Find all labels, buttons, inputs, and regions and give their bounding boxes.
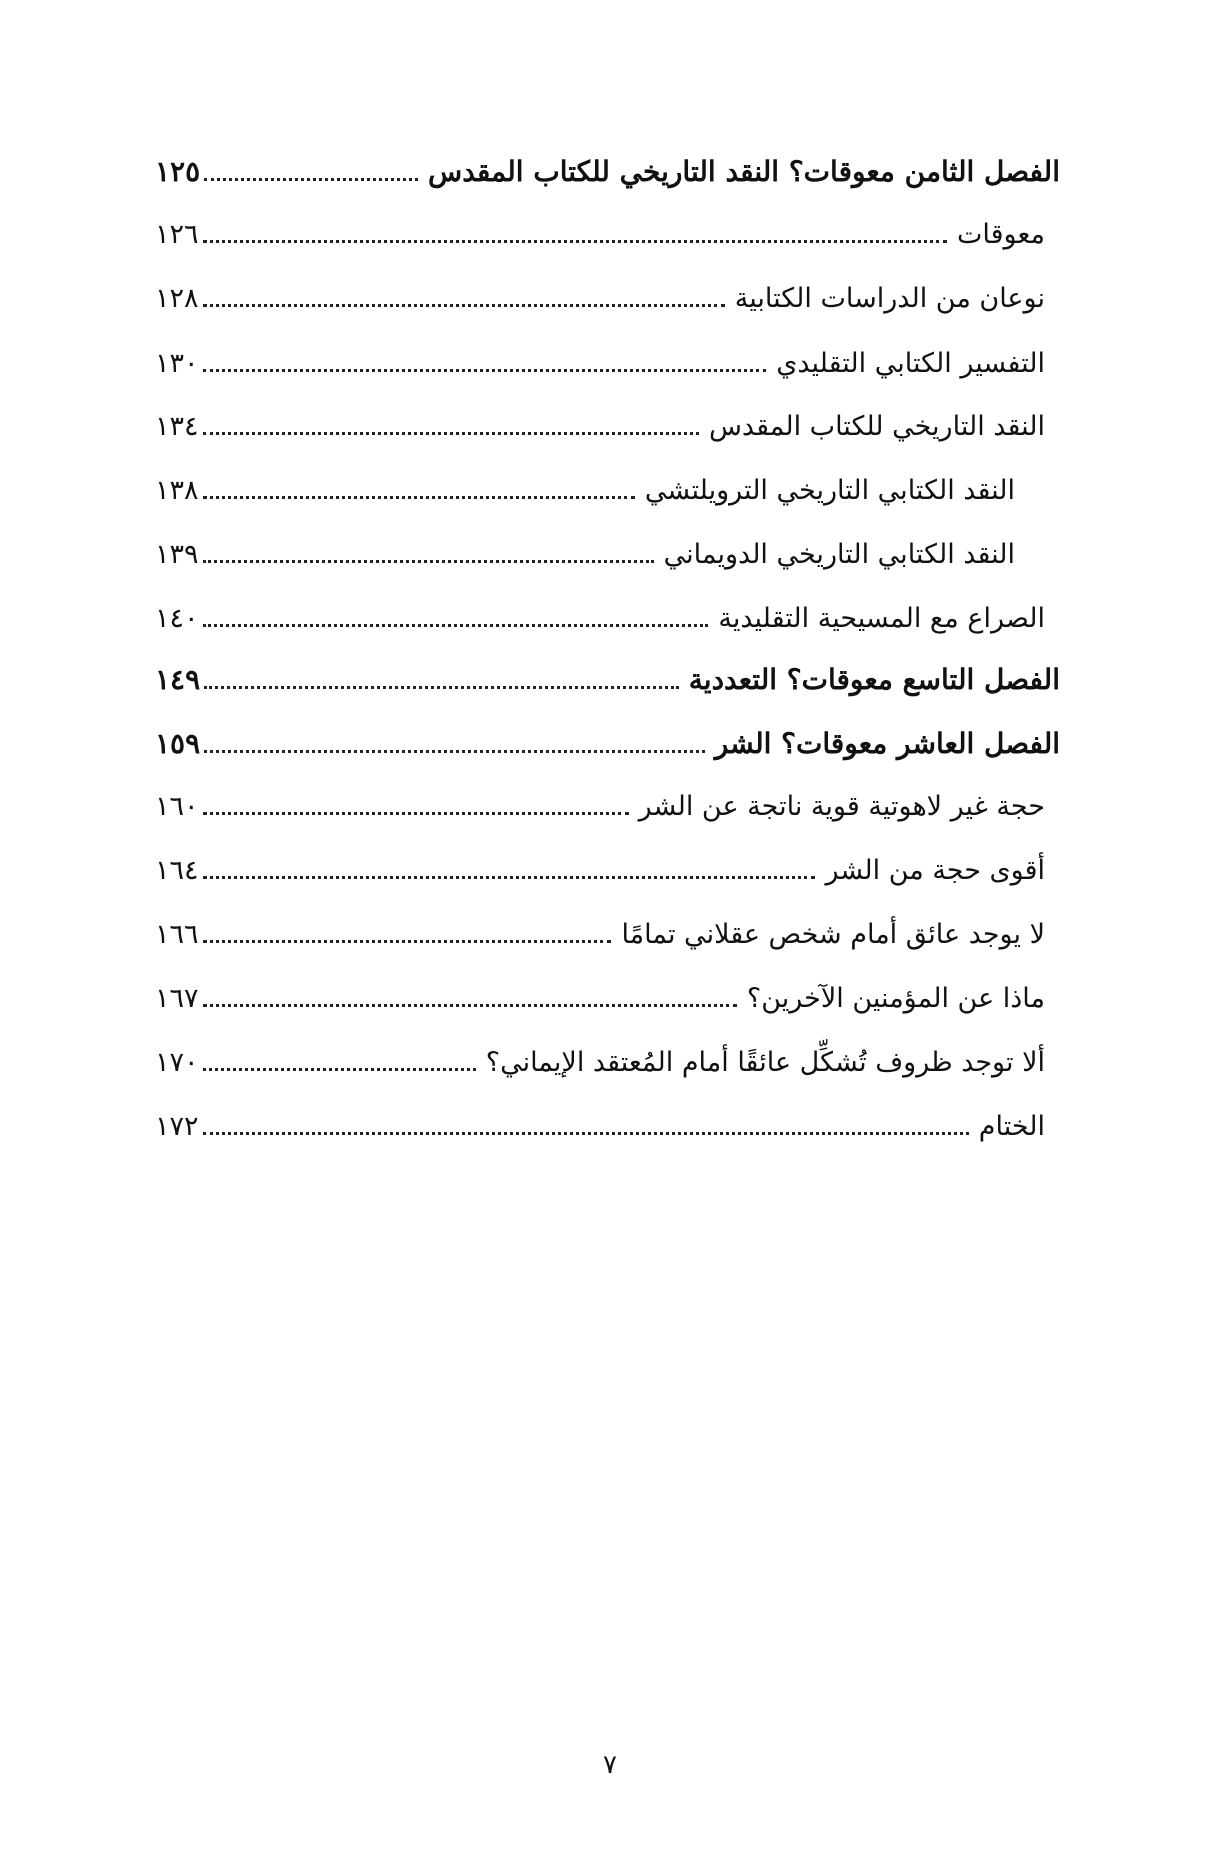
toc-entry-page: ١٢٨ <box>155 282 199 314</box>
toc-entry <box>155 895 1060 951</box>
toc-entry-title: الفصل العاشر معوقات؟ الشر <box>714 727 1060 761</box>
leader-dots <box>203 940 612 943</box>
toc-entry-chapter-9 <box>155 641 1060 697</box>
toc-entry-page: ١٤٩ <box>155 663 201 697</box>
toc-entry-page: ١٣٠ <box>155 347 199 379</box>
toc-entry-page: ١٣٩ <box>155 538 199 570</box>
toc-entry-page: ١٥٩ <box>155 727 201 761</box>
toc-entry-page: ١٤٠ <box>155 602 199 634</box>
toc-entry <box>155 831 1060 887</box>
leader-dots <box>203 1068 476 1071</box>
toc-entry-page: ١٦٦ <box>155 918 199 950</box>
toc-entry-title: حجة غير لاهوتية قوية ناتجة عن الشر <box>638 790 1045 822</box>
leader-dots <box>204 686 679 689</box>
toc-entry-page: ١٦٧ <box>155 982 199 1014</box>
toc-entry <box>155 387 1060 443</box>
toc-entry-title: التفسير الكتابي التقليدي <box>776 347 1045 379</box>
leader-dots <box>204 750 705 753</box>
toc-entry <box>155 1087 1060 1143</box>
leader-dots <box>203 876 816 879</box>
toc-entry-page: ١٦٠ <box>155 790 199 822</box>
toc-entry-title: الصراع مع المسيحية التقليدية <box>718 602 1045 634</box>
toc-entry-title: ألا توجد ظروف تُشكِّل عائقًا أمام المُعتقد الإيماني؟ <box>485 1046 1045 1078</box>
leader-dots <box>203 1004 737 1007</box>
toc-entry-title: الختام <box>978 1110 1045 1142</box>
leader-dots <box>203 1132 969 1135</box>
leader-dots <box>203 560 654 563</box>
leader-dots <box>203 496 635 499</box>
toc-entry-chapter-8 <box>155 133 1060 189</box>
toc-entry-page: ١٧٢ <box>155 1110 199 1142</box>
toc-entry-page: ١٦٤ <box>155 854 199 886</box>
toc-entry <box>155 195 1060 251</box>
toc-entry <box>155 767 1060 823</box>
leader-dots <box>204 178 418 181</box>
leader-dots <box>203 812 629 815</box>
toc-entry <box>155 959 1060 1015</box>
leader-dots <box>203 240 947 243</box>
toc-entry-page: ١٢٥ <box>155 155 201 189</box>
toc-entry-page: ١٢٦ <box>155 218 199 250</box>
toc-entry-chapter-10 <box>155 705 1060 761</box>
toc-entry-page: ١٣٤ <box>155 410 199 442</box>
toc-entry-title: أقوى حجة من الشر <box>825 854 1045 886</box>
toc-entry <box>155 324 1060 380</box>
toc-entry-title: معوقات <box>957 218 1045 250</box>
toc-entry-title: نوعان من الدراسات الكتابية <box>734 282 1045 314</box>
leader-dots <box>203 432 699 435</box>
toc-entry-title: ماذا عن المؤمنين الآخرين؟ <box>746 982 1045 1014</box>
page-number: ٧ <box>603 1750 617 1780</box>
leader-dots <box>203 624 709 627</box>
toc-entry-page: ١٧٠ <box>155 1046 199 1078</box>
toc-entry <box>155 579 1060 635</box>
toc-entry-sub <box>155 515 1060 571</box>
toc-entry-page: ١٣٨ <box>155 474 199 506</box>
toc-entry-title: النقد الكتابي التاريخي الدويماني <box>663 538 1015 570</box>
toc-entry-sub <box>155 451 1060 507</box>
toc-entry-title: الفصل التاسع معوقات؟ التعددية <box>688 663 1060 697</box>
toc-entry <box>155 1023 1060 1079</box>
toc-entry-title: لا يوجد عائق أمام شخص عقلاني تمامًا <box>621 918 1045 950</box>
toc-entry-title: الفصل الثامن معوقات؟ النقد التاريخي للكتاب المقدس <box>428 155 1060 189</box>
leader-dots <box>203 369 767 372</box>
leader-dots <box>203 304 725 307</box>
toc-entry <box>155 259 1060 315</box>
toc-entry-title: النقد التاريخي للكتاب المقدس <box>708 410 1045 442</box>
toc-entry-title: النقد الكتابي التاريخي الترويلتشي <box>644 474 1015 506</box>
